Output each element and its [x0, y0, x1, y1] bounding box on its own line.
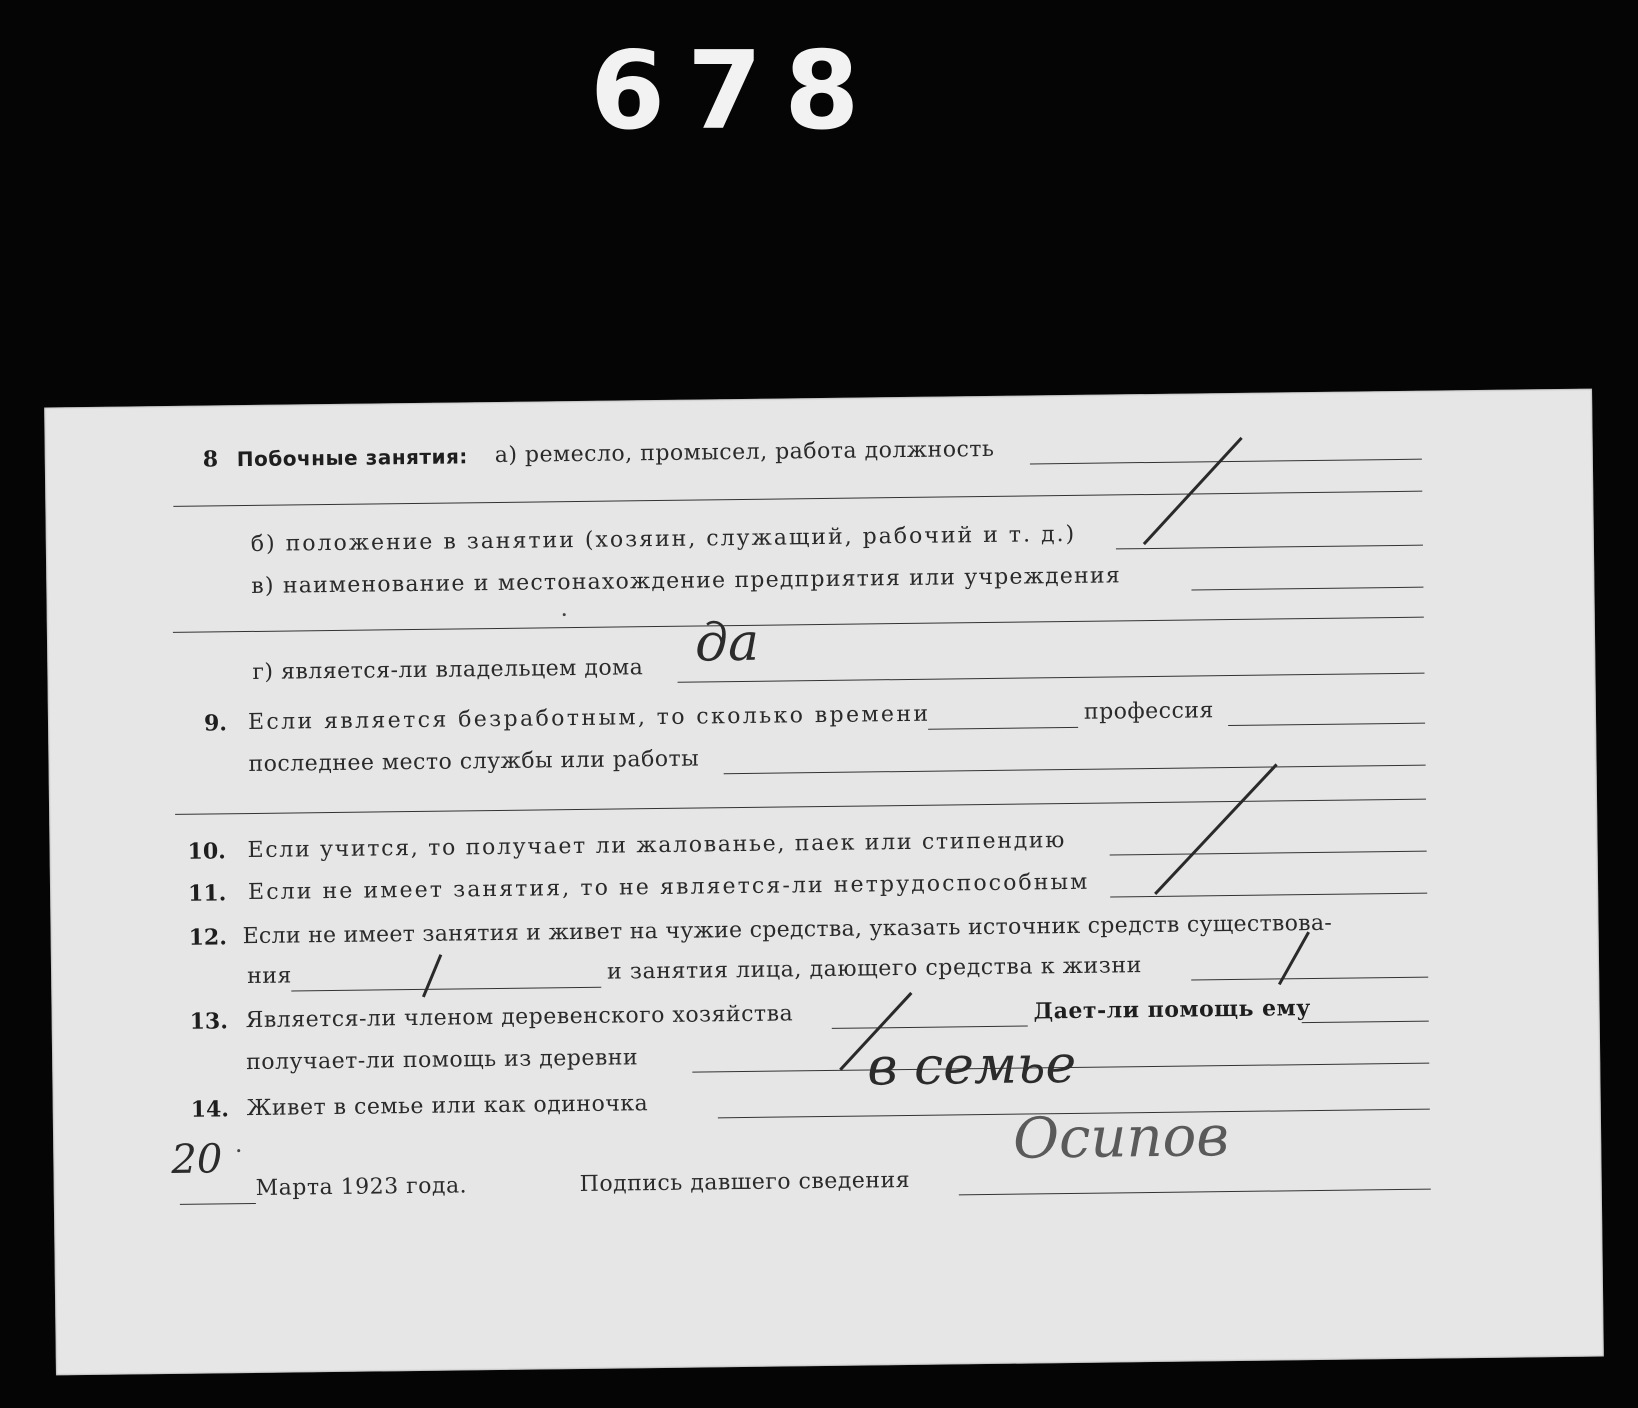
dash-mark-8 [1143, 438, 1243, 544]
item13-number: 13. [189, 1008, 229, 1035]
item12-number: 12. [188, 924, 228, 951]
dash-mark-13 [839, 993, 912, 1070]
dash-mark-10-11 [1154, 764, 1279, 893]
item13-receive-label: получает-ли помощь из деревни [246, 1045, 639, 1076]
item12-label: Если не имеет занятия и живет на чужие средства, указать источник средств существова- [242, 910, 1333, 950]
item10-number: 10. [187, 838, 227, 865]
item8-label: Побочные занятия: [236, 444, 468, 472]
item13-label: Является-ли членом деревенского хозяйства [245, 1001, 794, 1034]
frame-number: 678 [590, 29, 882, 154]
item9-label: Если является безработным, то сколько времени [247, 701, 931, 736]
signature-label: Подпись давшего сведения [579, 1167, 911, 1198]
speck [563, 613, 566, 616]
item14-answer: в семье [866, 1034, 1077, 1098]
dash-mark-12a [423, 955, 442, 997]
item8-v-label: в) наименование и местонахождение предприятия или учреждения [251, 563, 1122, 599]
item9-number: 9. [203, 710, 228, 737]
item13-help-label: Дает-ли помощь ему [1033, 995, 1311, 1025]
item8-g-label: г) является-ли владельцем дома [252, 655, 644, 685]
item8-b-label: б) положение в занятии (хозяин, служащий, рабочий и т. д.) [250, 521, 1077, 557]
item10-label: Если учится, то получает ли жалованье, паек или стипендию [247, 828, 1067, 864]
speck [237, 1149, 240, 1152]
item9-last-place-label: последнее место службы или работы [248, 746, 700, 778]
handwritten-dashes [44, 389, 1604, 1376]
item12-cont-label: ния [246, 963, 292, 990]
dash-mark-12b [1279, 932, 1310, 984]
signature: Осипов [1012, 1104, 1230, 1172]
form-card [44, 389, 1604, 1376]
item9-profession-label: профессия [1083, 698, 1215, 725]
footer-date: Марта 1923 года. [255, 1173, 468, 1201]
item8-a-label: а) ремесло, промысел, работа должность [494, 436, 995, 468]
item14-label: Живет в семье или как одиночка [246, 1091, 649, 1122]
item12-mid-label: и занятия лица, дающего средства к жизни [606, 953, 1143, 985]
footer-day: 20 [171, 1136, 223, 1183]
item8-g-answer: да [694, 612, 760, 674]
item14-number: 14. [190, 1096, 230, 1123]
item8-number: 8 [202, 446, 219, 473]
item11-label: Если не имеет занятия, то не является-ли нетрудоспособным [247, 869, 1090, 906]
item11-number: 11. [187, 880, 227, 907]
